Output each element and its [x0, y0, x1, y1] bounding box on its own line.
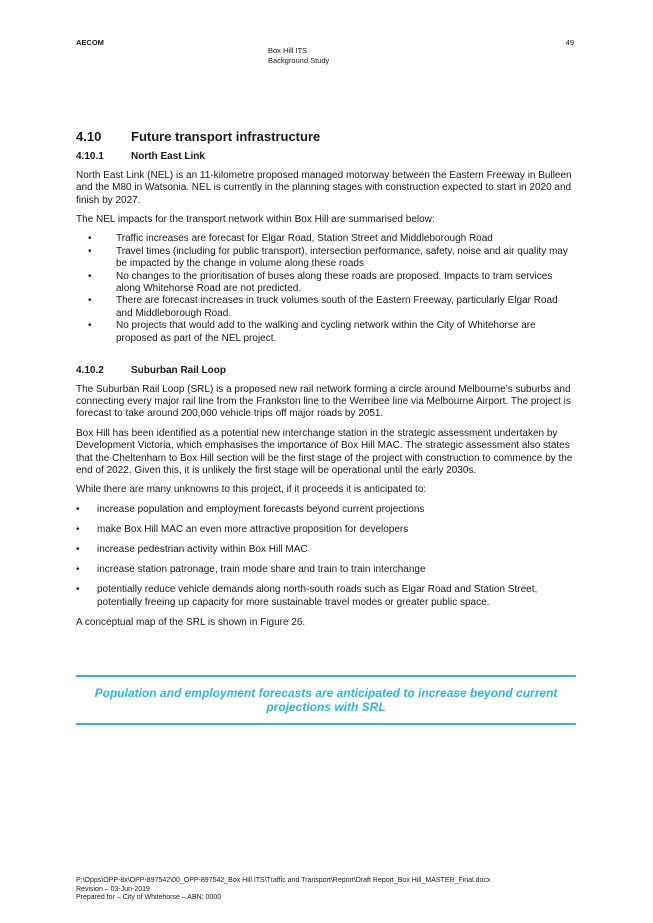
footer-revision: Revision – 03-Jun-2019 — [76, 885, 150, 893]
subsection-heading-nel — [76, 151, 576, 163]
subsection-heading-srl — [76, 365, 576, 377]
list-item — [76, 320, 576, 345]
srl-paragraph-4: A conceptual map of the SRL is shown in Figure 26. — [76, 616, 306, 628]
callout-box — [76, 675, 576, 725]
header-doc-title — [268, 46, 329, 66]
footer-prepared-for: Prepared for – City of Whitehorse – ABN: 0000 — [76, 894, 222, 901]
list-item-text: increase pedestrian activity within Box Hill MAC — [97, 543, 308, 555]
list-item-text: potentially reduce vehicle demands along north-south roads such as Elgar Road and Station Street, potentially freeing up capacity for more sustainable travel modes or greater public space. — [97, 584, 538, 608]
list-item — [76, 564, 576, 576]
list-item-text: There are forecast increases in truck volumes south of the Eastern Freeway, particularly Elgar Road and Middleborough Road. — [116, 295, 558, 319]
bullet-icon: • — [88, 270, 92, 282]
srl-paragraph-3: While there are many unknowns to this project, if it proceeds it is anticipated to: — [76, 484, 427, 496]
bullet-icon: • — [76, 503, 80, 515]
page-content — [76, 131, 576, 636]
list-item-text: Traffic increases are forecast for Elgar Road, Station Street and Middleborough Road — [116, 233, 493, 245]
subsection-title-srl: Suburban Rail Loop — [131, 365, 226, 377]
bullet-icon: • — [88, 320, 92, 332]
bullet-icon: • — [88, 245, 92, 257]
section-title: Future transport infrastructure — [131, 129, 321, 144]
subsection-number-nel: 4.10.1 — [76, 151, 104, 163]
section-heading — [76, 131, 576, 143]
footer-file-path: P:\Opps\OPP-8x\OPP-897542\00_OPP-897542_Box Hill ITS\Traffic and Transport\Report\Draft Report_Box Hill_MASTER_Final.docx — [76, 877, 491, 884]
footer — [76, 877, 490, 903]
bullet-icon: • — [76, 543, 80, 555]
bullet-icon: • — [76, 564, 80, 576]
list-item-text: Travel times (including for public transport), intersection performance, safety, noise and air quality may be impacted by the change in volume along these roads — [116, 245, 568, 270]
callout-text: Population and employment forecasts are anticipated to increase beyond current projections with SRL — [94, 686, 558, 714]
srl-paragraph-1: The Suburban Rail Loop (SRL) is a proposed new rail network forming a circle around Melbourne’s suburbs and connecting every major rail line from the Frankston line to the Werribee line via Melbourne Airport. The project is forecast to take around 200,000 vehicle trips off major roads by 2051. — [76, 383, 571, 420]
page-number: 49 — [565, 38, 574, 47]
bullet-icon: • — [76, 523, 80, 535]
list-item — [76, 246, 576, 271]
nel-paragraph-2: The NEL impacts for the transport network within Box Hill are summarised below: — [76, 214, 435, 226]
srl-paragraph-2: Box Hill has been identified as a potential new interchange station in the strategic assessment undertaken by Development Victoria, which emphasises the importance of Box Hill MAC. The strategic assessment also states that the Cheltenham to Box Hill section will be the first stage of the project with construction to commence by the end of 2022. Given this, it is unlikely the first stage will be operational until the early 2030s. — [76, 427, 573, 476]
nel-bullet-list — [76, 233, 576, 345]
subsection-title-nel: North East Link — [131, 151, 205, 163]
header-doc-title-line2: Background Study — [268, 56, 330, 65]
list-item — [76, 271, 576, 296]
section-number: 4.10 — [76, 129, 102, 144]
bullet-icon: • — [76, 584, 80, 596]
list-item-text: No changes to the prioritisation of buses along these roads are proposed. Impacts to tram services along Whitehorse Road are not predicted. — [116, 270, 553, 295]
list-item — [76, 504, 576, 516]
list-item — [76, 524, 576, 536]
list-item-text: make Box Hill MAC an even more attractive proposition for developers — [97, 523, 409, 535]
bullet-icon: • — [88, 233, 92, 245]
list-item — [76, 584, 576, 609]
nel-paragraph-1: North East Link (NEL) is an 11-kilometre proposed managed motorway between the Eastern Freeway in Bulleen and the M80 in Watsonia. NEL is currently in the planning stages with construction expected to start in 2020 and finish by 2027. — [76, 169, 572, 206]
list-item — [76, 544, 576, 556]
srl-bullet-list — [76, 504, 576, 609]
header-company: AECOM — [76, 38, 104, 47]
list-item-text: increase population and employment forecasts beyond current projections — [97, 503, 425, 515]
header-doc-title-line1: Box Hill ITS — [268, 46, 308, 55]
bullet-icon: • — [88, 295, 92, 307]
subsection-number-srl: 4.10.2 — [76, 365, 104, 377]
list-item — [76, 233, 576, 245]
list-item — [76, 295, 576, 320]
list-item-text: increase station patronage, train mode share and train to train interchange — [97, 564, 426, 576]
list-item-text: No projects that would add to the walking and cycling network within the City of Whitehorse are proposed as part of the NEL project. — [116, 320, 536, 344]
